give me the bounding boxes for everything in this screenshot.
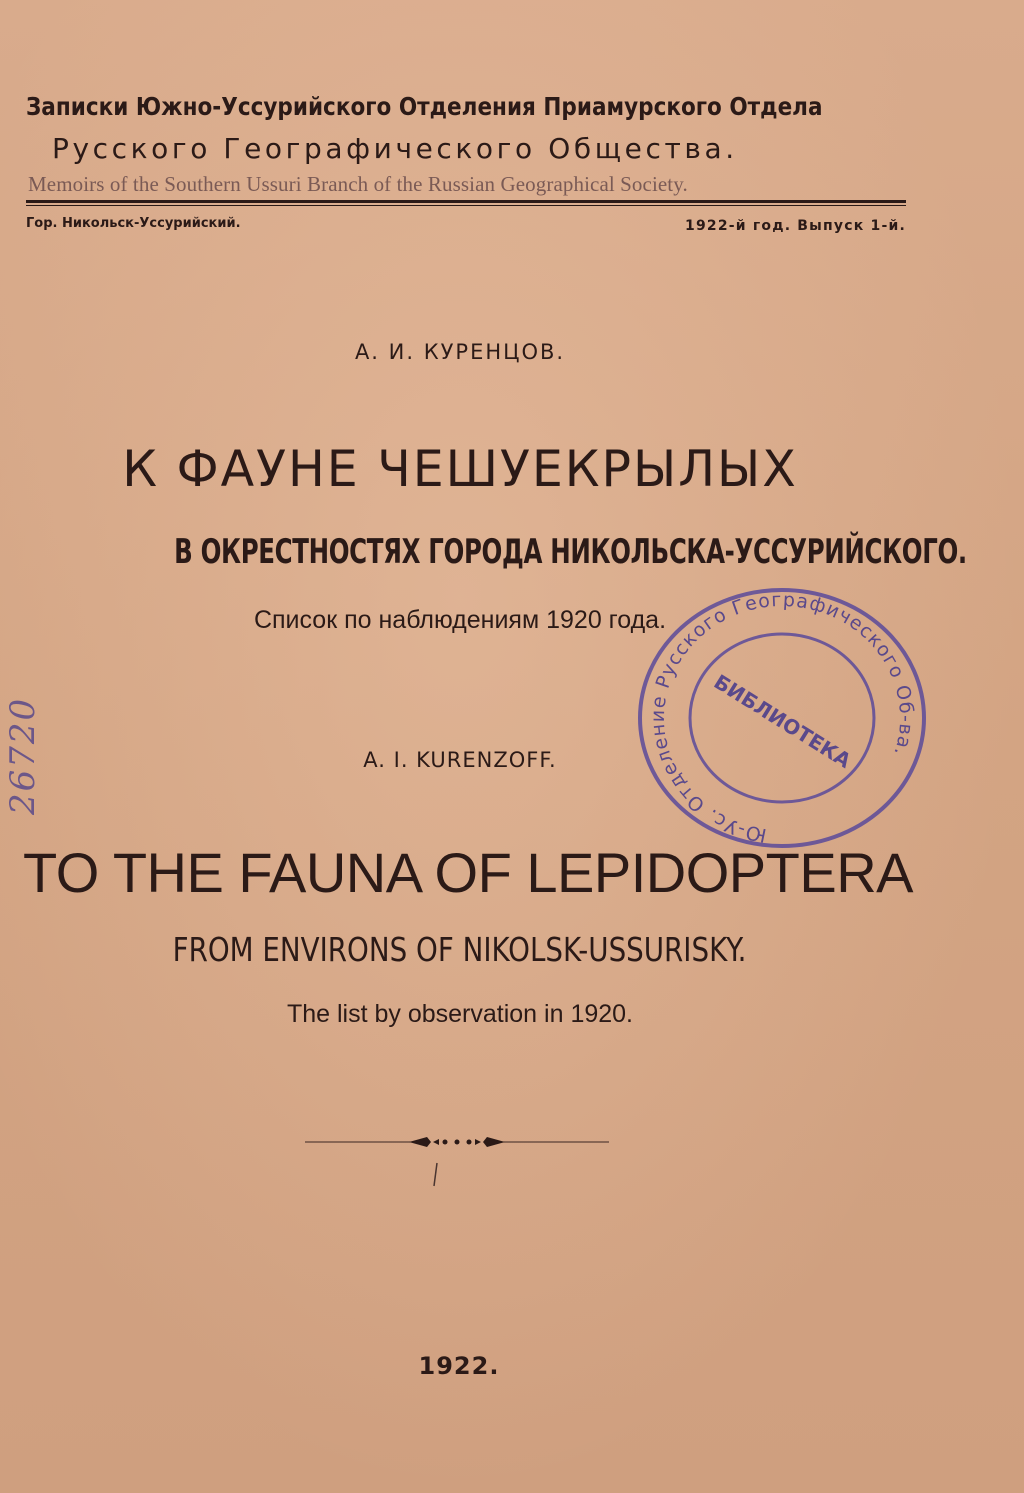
subtitle-en: FROM ENVIRONS OF NIKOLSK-USSURISKY.: [173, 930, 747, 969]
subtitle-ru: В ОКРЕСТНОСТЯХ ГОРОДА НИКОЛЬСКА-УССУРИЙСКОГО.: [174, 532, 967, 572]
list-note-ru: Список по наблюдениям 1920 года.: [253, 606, 667, 634]
handwritten-inventory-number: 26720: [3, 696, 43, 815]
stamp-center-text: БИБЛИОТЕКА: [709, 669, 856, 773]
ornament-divider: [305, 1130, 609, 1154]
library-stamp: [636, 580, 928, 848]
author-en: A. I. KURENZOFF.: [363, 748, 557, 772]
series-title-en: Memoirs of the Southern Ussuri Branch of the Russian Geographical Society.: [28, 172, 688, 196]
header-rule-thin: [26, 205, 906, 206]
publication-year: 1922.: [418, 1352, 500, 1380]
stamp-ring-text: Ю-Ус. Отделение Русского Географического Об-ва.: [646, 588, 918, 847]
publication-city: Гор. Никольск-Уссурийский.: [26, 216, 241, 231]
series-title-ru: Записки Южно-Уссурийского Отделения Приамурского Отдела: [26, 92, 823, 121]
pencil-mark: [425, 1160, 445, 1190]
list-note-en: The list by observation in 1920.: [286, 1000, 634, 1028]
society-name-ru: Русского Географического Общества.: [52, 132, 738, 165]
title-en: TO THE FAUNA OF LEPIDOPTERA: [23, 841, 913, 904]
header-rule: [26, 200, 906, 203]
issue-number: 1922-й год. Выпуск 1-й.: [685, 218, 906, 234]
author-ru: А. И. КУРЕНЦОВ.: [354, 340, 566, 364]
title-ru: К ФАУНЕ ЧЕШУЕКРЫЛЫХ: [122, 440, 798, 498]
